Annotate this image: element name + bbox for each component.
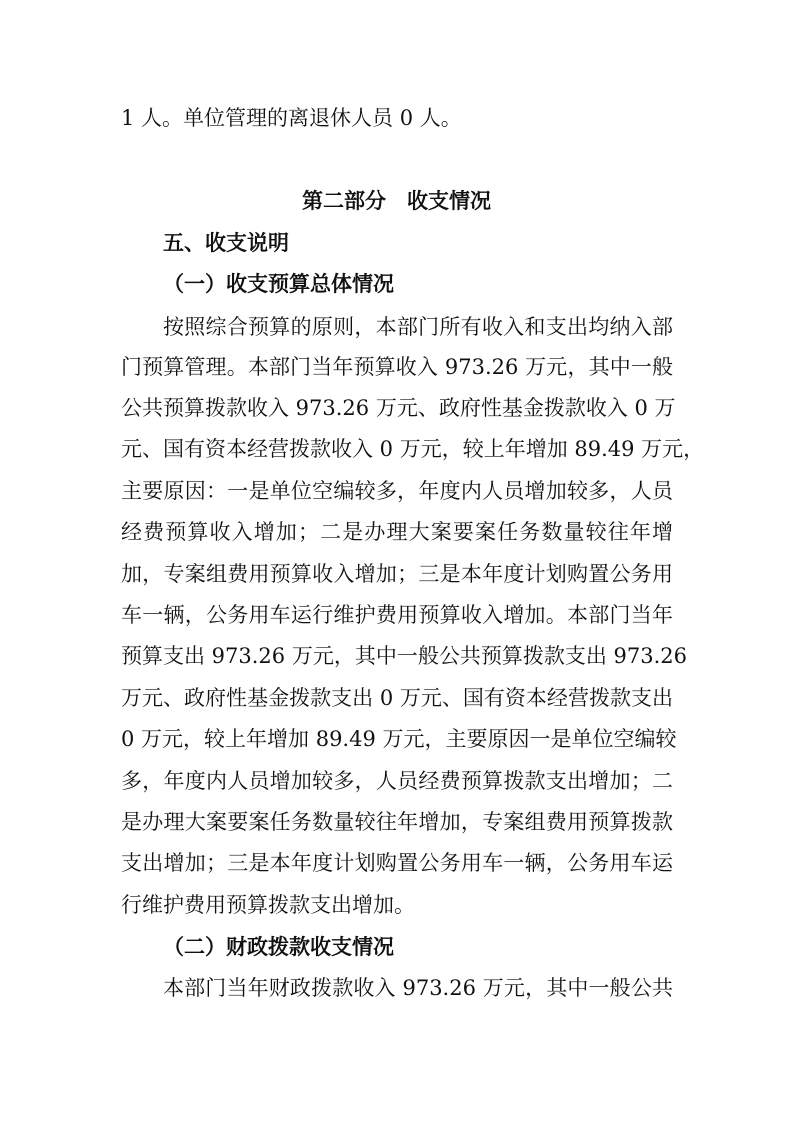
paragraph-line: 行维护费用预算拨款支出增加。 — [121, 893, 415, 917]
paragraph-line: 按照综合预算的原则，本部门所有收入和支出均纳入部 — [163, 315, 673, 339]
section-title: 五、收支说明 — [163, 231, 289, 255]
paragraph-line: 支出增加；三是本年度计划购置公务用车一辆，公务用车运 — [121, 851, 673, 875]
paragraph-line: 公共预算拨款收入 973.26 万元、政府性基金拨款收入 0 万 — [121, 396, 676, 420]
paragraph-line: 加，专案组费用预算收入增加；三是本年度计划购置公务用 — [121, 562, 673, 586]
paragraph-line: 本部门当年财政拨款收入 973.26 万元，其中一般公共 — [163, 976, 673, 1000]
paragraph-line: 万元、政府性基金拨款支出 0 万元、国有资本经营拨款支出 — [121, 686, 673, 710]
paragraph-line: 元、国有资本经营拨款收入 0 万元，较上年增加 89.49 万元， — [121, 437, 705, 461]
part-title: 第二部分 收支情况 — [302, 189, 491, 213]
subsection-title-1: （一）收支预算总体情况 — [163, 272, 394, 296]
paragraph-line: 多，年度内人员增加较多，人员经费预算拨款支出增加；二 — [121, 769, 673, 793]
continued-text-line: 1 人。单位管理的离退休人员 0 人。 — [121, 106, 462, 130]
paragraph-line: 主要原因：一是单位空编较多，年度内人员增加较多，人员 — [121, 479, 673, 503]
paragraph-line: 经费预算收入增加；二是办理大案要案任务数量较往年增 — [121, 520, 673, 544]
paragraph-line: 预算支出 973.26 万元，其中一般公共预算拨款支出 973.26 — [121, 644, 687, 668]
subsection-title-2: （二）财政拨款收支情况 — [163, 935, 394, 959]
paragraph-line: 车一辆，公务用车运行维护费用预算收入增加。本部门当年 — [121, 603, 673, 627]
paragraph-line: 0 万元，较上年增加 89.49 万元，主要原因一是单位空编较 — [121, 727, 677, 751]
paragraph-line: 门预算管理。本部门当年预算收入 973.26 万元，其中一般 — [121, 355, 673, 379]
paragraph-line: 是办理大案要案任务数量较往年增加，专案组费用预算拨款 — [121, 810, 673, 834]
